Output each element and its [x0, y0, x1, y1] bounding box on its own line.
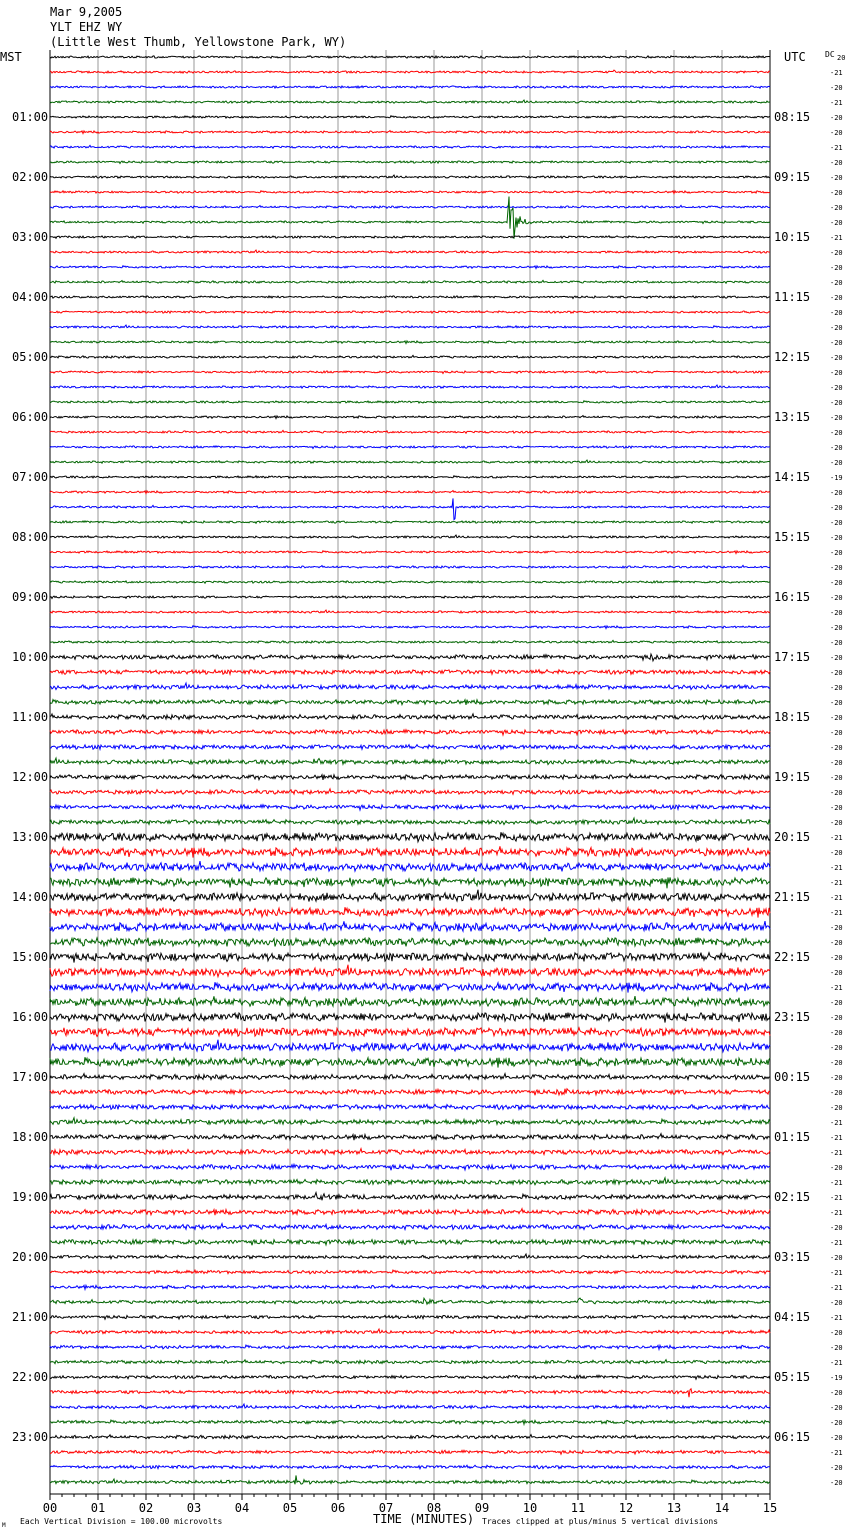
dc-offset-label: -20: [830, 369, 843, 377]
mst-hour-label: 12:00: [12, 770, 49, 784]
trace-8: [50, 175, 770, 178]
trace-1: [50, 70, 770, 73]
utc-hour-label: 22:15: [774, 950, 811, 964]
utc-hour-label: 04:15: [774, 1310, 811, 1324]
utc-hour-labels: [774, 110, 810, 1444]
dc-offset-label: -20: [830, 804, 843, 812]
dc-offset-label: -20: [830, 294, 843, 302]
trace-45: [50, 730, 770, 735]
trace-84: [50, 1315, 770, 1319]
dc-offset-label: -20: [830, 1434, 843, 1442]
trace-7: [50, 161, 770, 164]
trace-90: [50, 1404, 770, 1409]
trace-58: [50, 921, 770, 931]
dc-offset-label: -20: [830, 1479, 843, 1487]
trace-76: [50, 1193, 770, 1201]
mst-axis-label: MST: [0, 50, 22, 64]
dc-offset-label: -20: [830, 204, 843, 212]
x-tick-label: 09: [474, 1501, 490, 1515]
dc-offset-label: -20: [830, 1164, 843, 1172]
x-tick-label: 10: [522, 1501, 538, 1515]
x-tick-label: 08: [426, 1501, 442, 1515]
trace-25: [50, 430, 770, 433]
trace-80: [50, 1254, 770, 1259]
utc-hour-label: 02:15: [774, 1190, 811, 1204]
trace-24: [50, 416, 770, 419]
trace-54: [50, 861, 770, 871]
trace-72: [50, 1134, 770, 1141]
utc-hour-label: 01:15: [774, 1130, 811, 1144]
dc-offset-label: -21: [830, 1194, 843, 1202]
trace-79: [50, 1239, 770, 1245]
trace-94: [50, 1465, 770, 1469]
dc-offset-label: -20: [830, 399, 843, 407]
dc-offset-label: -20: [830, 564, 843, 572]
trace-19: [50, 341, 770, 344]
utc-hour-label: 03:15: [774, 1250, 811, 1264]
trace-52: [50, 832, 770, 842]
dc-offset-label: -20: [830, 519, 843, 527]
mst-hour-label: 21:00: [12, 1310, 49, 1324]
dc-offset-label: -20: [830, 1404, 843, 1412]
mst-hour-label: 15:00: [12, 950, 49, 964]
dc-offset-label: -20: [830, 489, 843, 497]
dc-offset-label: -20: [830, 1029, 843, 1037]
mst-hour-label: 16:00: [12, 1010, 49, 1024]
mst-hour-label: 06:00: [12, 410, 49, 424]
x-tick-label: 14: [714, 1501, 730, 1515]
dc-offset-label: -21: [830, 984, 843, 992]
trace-34: [50, 565, 770, 568]
trace-23: [50, 401, 770, 404]
dc-offset-label: -20: [830, 129, 843, 137]
location-title: (Little West Thumb, Yellowstone Park, WY): [50, 35, 347, 49]
trace-4: [50, 116, 770, 119]
utc-hour-label: 18:15: [774, 710, 811, 724]
dc-offset-label: -21: [830, 234, 843, 242]
mst-hour-label: 13:00: [12, 830, 49, 844]
dc-offset-label: -20: [830, 819, 843, 827]
dc-offset-label: -20: [830, 1059, 843, 1067]
dc-offset-label: -20: [830, 459, 843, 467]
dc-offset-label: -20: [830, 279, 843, 287]
trace-68: [50, 1074, 770, 1080]
trace-64: [50, 1013, 770, 1023]
utc-hour-label: 10:15: [774, 230, 811, 244]
clip-note: Traces clipped at plus/minus 5 vertical divisions: [482, 1517, 719, 1526]
mst-hour-label: 19:00: [12, 1190, 49, 1204]
trace-85: [50, 1329, 770, 1334]
trace-29: [50, 491, 770, 494]
mst-hour-label: 17:00: [12, 1070, 49, 1084]
chart-header: [50, 5, 346, 49]
dc-offset-label: -20: [830, 579, 843, 587]
trace-73: [50, 1149, 770, 1155]
utc-hour-label: 16:15: [774, 590, 811, 604]
trace-15: [50, 280, 770, 283]
trace-66: [50, 1040, 770, 1052]
dc-offset-label: -20: [830, 654, 843, 662]
dc-offset-label: -21: [830, 1134, 843, 1142]
dc-offset-label: -20: [830, 444, 843, 452]
dc-offset-label: -21: [830, 1149, 843, 1157]
dc-offset-label: -19: [830, 1374, 843, 1382]
trace-2: [50, 86, 770, 88]
trace-41: [50, 670, 770, 675]
dc-offset-label: -20: [830, 1464, 843, 1472]
trace-53: [50, 846, 770, 857]
dc-offset-label: -21: [830, 1449, 843, 1457]
trace-77: [50, 1209, 770, 1216]
dc-offset-label: -20: [830, 324, 843, 332]
x-tick-label: 03: [186, 1501, 202, 1515]
dc-offset-label: -21: [830, 1119, 843, 1127]
dc-offset-label: -21: [830, 864, 843, 872]
utc-hour-label: 05:15: [774, 1370, 811, 1384]
dc-offset-label: 20: [837, 54, 846, 62]
trace-60: [50, 953, 770, 963]
dc-offset-label: -20: [830, 534, 843, 542]
utc-hour-label: 15:15: [774, 530, 811, 544]
mst-hour-label: 01:00: [12, 110, 49, 124]
trace-0: [50, 56, 770, 58]
trace-20: [50, 355, 770, 358]
mst-hour-label: 07:00: [12, 470, 49, 484]
trace-47: [50, 758, 770, 764]
dc-offset-label: -21: [830, 909, 843, 917]
dc-offset-label: -20: [830, 594, 843, 602]
trace-6: [50, 145, 770, 148]
dc-offset-labels: [830, 54, 845, 1487]
dc-offset-label: -21: [830, 1269, 843, 1277]
trace-26: [50, 446, 770, 449]
dc-offset-label: -20: [830, 504, 843, 512]
mst-hour-label: 03:00: [12, 230, 49, 244]
utc-hour-label: 11:15: [774, 290, 811, 304]
dc-offset-label: -20: [830, 624, 843, 632]
trace-9: [50, 191, 770, 194]
dc-offset-label: -20: [830, 954, 843, 962]
mst-hour-label: 09:00: [12, 590, 49, 604]
dc-offset-label: -20: [830, 189, 843, 197]
trace-51: [50, 818, 770, 824]
trace-32: [50, 535, 770, 538]
trace-37: [50, 610, 770, 613]
trace-63: [50, 996, 770, 1006]
dc-offset-label: -20: [830, 1104, 843, 1112]
trace-62: [50, 982, 770, 992]
dc-offset-label: -20: [830, 849, 843, 857]
dc-offset-label: -20: [830, 1329, 843, 1337]
trace-74: [50, 1164, 770, 1170]
trace-5: [50, 131, 770, 134]
dc-offset-label: -20: [830, 759, 843, 767]
dc-offset-label: -20: [830, 1419, 843, 1427]
trace-18: [50, 325, 770, 328]
trace-43: [50, 700, 770, 705]
dc-offset-label: -20: [830, 714, 843, 722]
mst-hour-label: 20:00: [12, 1250, 49, 1264]
dc-offset-label: -21: [830, 1284, 843, 1292]
mst-hour-label: 02:00: [12, 170, 49, 184]
dc-offset-label: -20: [830, 729, 843, 737]
trace-35: [50, 581, 770, 583]
trace-50: [50, 805, 770, 810]
dc-offset-label: -20: [830, 84, 843, 92]
x-tick-label: 01: [90, 1501, 106, 1515]
trace-17: [50, 311, 770, 313]
mst-hour-label: 10:00: [12, 650, 49, 664]
trace-91: [50, 1420, 770, 1424]
trace-27: [50, 460, 770, 463]
dc-offset-label: -20: [830, 1074, 843, 1082]
dc-label: DC: [825, 50, 835, 59]
seismic-traces: [50, 56, 770, 1485]
trace-42: [50, 683, 770, 689]
dc-offset-label: -20: [830, 939, 843, 947]
dc-offset-label: -21: [830, 894, 843, 902]
trace-83: [50, 1298, 770, 1304]
utc-hour-label: 08:15: [774, 110, 811, 124]
dc-offset-label: -20: [830, 114, 843, 122]
dc-offset-label: -21: [830, 834, 843, 842]
utc-hour-label: 23:15: [774, 1010, 811, 1024]
trace-46: [50, 745, 770, 750]
dc-offset-label: -21: [830, 99, 843, 107]
trace-88: [50, 1375, 770, 1379]
trace-11: [50, 197, 770, 239]
trace-86: [50, 1345, 770, 1349]
dc-offset-label: -20: [830, 969, 843, 977]
dc-offset-label: -20: [830, 309, 843, 317]
trace-49: [50, 789, 770, 794]
dc-offset-label: -20: [830, 1254, 843, 1262]
trace-67: [50, 1057, 770, 1067]
dc-offset-label: -20: [830, 1089, 843, 1097]
dc-offset-label: -21: [830, 144, 843, 152]
station-title: YLT EHZ WY: [50, 20, 123, 34]
dc-offset-label: -20: [830, 414, 843, 422]
trace-16: [50, 296, 770, 299]
dc-offset-label: -21: [830, 1359, 843, 1367]
mst-hour-label: 23:00: [12, 1430, 49, 1444]
dc-offset-label: -20: [830, 1224, 843, 1232]
trace-14: [50, 266, 770, 269]
x-tick-label: 07: [378, 1501, 394, 1515]
dc-offset-label: -21: [830, 69, 843, 77]
mst-hour-label: 14:00: [12, 890, 49, 904]
utc-hour-label: 13:15: [774, 410, 811, 424]
trace-31: [50, 521, 770, 524]
trace-69: [50, 1089, 770, 1096]
mst-hour-label: 18:00: [12, 1130, 49, 1144]
trace-89: [50, 1389, 770, 1397]
utc-hour-label: 21:15: [774, 890, 811, 904]
utc-hour-label: 19:15: [774, 770, 811, 784]
trace-30: [50, 498, 770, 519]
dc-offset-label: -20: [830, 174, 843, 182]
x-tick-label: 13: [666, 1501, 682, 1515]
utc-hour-label: 17:15: [774, 650, 811, 664]
trace-57: [50, 907, 770, 917]
x-tick-label: 12: [618, 1501, 634, 1515]
x-tick-label: 15: [762, 1501, 778, 1515]
utc-hour-label: 12:15: [774, 350, 811, 364]
trace-12: [50, 236, 770, 239]
trace-36: [50, 596, 770, 599]
utc-hour-label: 09:15: [774, 170, 811, 184]
mst-hour-label: 08:00: [12, 530, 49, 544]
trace-38: [50, 626, 770, 629]
mst-hour-label: 11:00: [12, 710, 49, 724]
trace-78: [50, 1224, 770, 1230]
trace-55: [50, 877, 770, 888]
trace-93: [50, 1450, 770, 1454]
trace-44: [50, 714, 770, 719]
dc-offset-label: -21: [830, 1314, 843, 1322]
trace-39: [50, 640, 770, 643]
dc-offset-label: -20: [830, 249, 843, 257]
dc-offset-label: -21: [830, 1239, 843, 1247]
dc-offset-label: -20: [830, 1044, 843, 1052]
dc-offset-label: -21: [830, 1179, 843, 1187]
dc-offset-label: -20: [830, 339, 843, 347]
trace-21: [50, 371, 770, 374]
dc-offset-label: -20: [830, 744, 843, 752]
x-tick-label: 05: [282, 1501, 298, 1515]
dc-offset-label: -20: [830, 609, 843, 617]
trace-59: [50, 938, 770, 947]
trace-33: [50, 551, 770, 554]
dc-offset-label: -20: [830, 699, 843, 707]
dc-offset-label: -20: [830, 159, 843, 167]
dc-offset-label: -20: [830, 669, 843, 677]
x-axis-title: TIME (MINUTES): [373, 1512, 475, 1526]
dc-offset-label: -20: [830, 1014, 843, 1022]
trace-82: [50, 1285, 770, 1289]
mst-hour-label: 04:00: [12, 290, 49, 304]
trace-95: [50, 1475, 770, 1484]
dc-offset-label: -20: [830, 549, 843, 557]
mst-hour-labels: [12, 110, 48, 1444]
x-tick-label: 06: [330, 1501, 346, 1515]
trace-71: [50, 1118, 770, 1125]
x-tick-label: 04: [234, 1501, 250, 1515]
x-tick-label: 02: [138, 1501, 154, 1515]
trace-13: [50, 250, 770, 253]
trace-92: [50, 1435, 770, 1439]
utc-hour-label: 20:15: [774, 830, 811, 844]
x-tick-label: 11: [570, 1501, 586, 1515]
trace-70: [50, 1105, 770, 1110]
trace-48: [50, 774, 770, 780]
dc-offset-label: -21: [830, 1209, 843, 1217]
amplitude-scale-note: Each Vertical Division = 100.00 microvolts: [20, 1517, 223, 1526]
mst-hour-label: 22:00: [12, 1370, 49, 1384]
utc-hour-label: 00:15: [774, 1070, 811, 1084]
dc-offset-label: -20: [830, 924, 843, 932]
dc-offset-label: -21: [830, 879, 843, 887]
trace-3: [50, 100, 770, 103]
dc-offset-label: -20: [830, 1344, 843, 1352]
x-tick-label: 00: [42, 1501, 58, 1515]
dc-offset-label: -20: [830, 789, 843, 797]
trace-22: [50, 385, 770, 388]
trace-40: [50, 654, 770, 661]
mst-hour-label: 05:00: [12, 350, 49, 364]
dc-offset-label: -20: [830, 264, 843, 272]
dc-offset-label: -20: [830, 684, 843, 692]
dc-offset-label: -20: [830, 774, 843, 782]
trace-87: [50, 1360, 770, 1364]
dc-offset-label: -20: [830, 999, 843, 1007]
utc-hour-label: 06:15: [774, 1430, 811, 1444]
dc-offset-label: -20: [830, 219, 843, 227]
trace-28: [50, 476, 770, 479]
dc-offset-label: -19: [830, 474, 843, 482]
corner-mark: M: [2, 1522, 6, 1529]
trace-56: [50, 890, 770, 902]
dc-offset-label: -20: [830, 1299, 843, 1307]
utc-axis-label: UTC: [784, 50, 806, 64]
trace-75: [50, 1178, 770, 1185]
dc-offset-label: -20: [830, 384, 843, 392]
dc-offset-label: -20: [830, 1389, 843, 1397]
trace-81: [50, 1270, 770, 1274]
date-title: Mar 9,2005: [50, 5, 123, 19]
dc-offset-label: -20: [830, 639, 843, 647]
utc-hour-label: 14:15: [774, 470, 811, 484]
trace-10: [50, 205, 770, 208]
trace-65: [50, 1028, 770, 1037]
trace-61: [50, 965, 770, 977]
dc-offset-label: -20: [830, 354, 843, 362]
dc-offset-label: -20: [830, 429, 843, 437]
